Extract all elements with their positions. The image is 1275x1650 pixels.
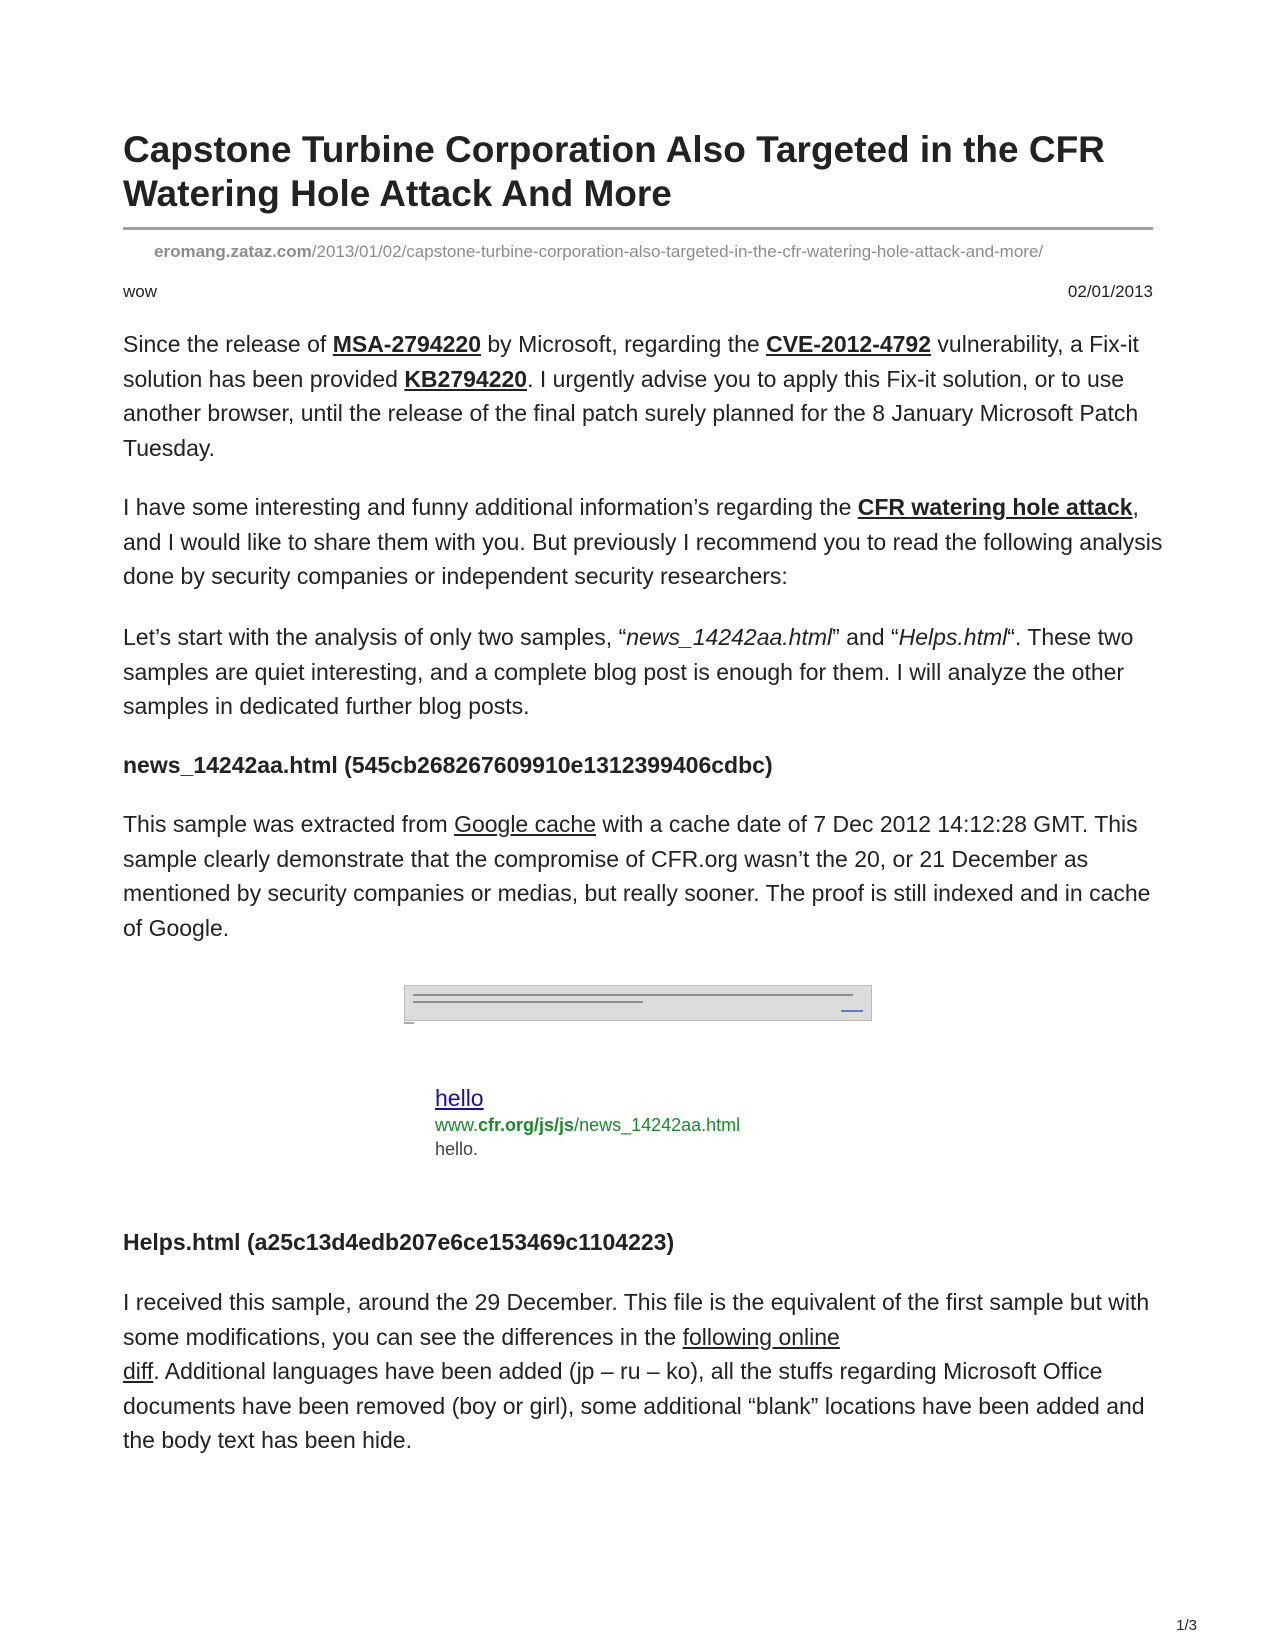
text: ” and “: [832, 624, 899, 650]
snippet-title[interactable]: hello: [435, 1085, 484, 1111]
link-msa-2794220[interactable]: MSA-2794220: [332, 331, 481, 357]
banner-link: [841, 1010, 863, 1012]
link-cve-2012-4792[interactable]: CVE-2012-4792: [766, 331, 932, 357]
text: Since the release of: [123, 331, 333, 357]
banner-text-line: [413, 994, 853, 996]
cache-page-text: [404, 1022, 414, 1024]
text: I received this sample, around the 29 December. This file is the equivalent of the first sample but with some modifications, you can see the differences in the: [123, 1289, 1150, 1350]
text: . Additional languages have been added (jp – ru – ko), all the stuffs regarding Microsoft Office documents have been removed (boy or girl), some additional “blank” locations have been added and the body text has been hide.: [123, 1358, 1145, 1453]
text: by Microsoft, regarding the: [481, 331, 767, 357]
google-cache-banner-image: [404, 985, 872, 1021]
paragraph-3: [123, 620, 1163, 724]
source-url[interactable]: [154, 241, 1154, 263]
text: with a cache date of 7 Dec 2012 14:12:28 GMT. This sample clearly demonstrate that the compromise of CFR.org wasn’t the 20, or 21 December as mentioned by security companies or medias, but really sooner. The proof is still indexed and in cache of Google.: [123, 811, 1151, 941]
url-part: www.: [435, 1115, 479, 1135]
url-part: cfr.org/js/js: [478, 1115, 575, 1135]
text: vulnerability, a Fix-it solution has been provided: [123, 331, 1139, 392]
text: . I urgently advise you to apply this Fix-it solution, or to use another browser, until the release of the final patch surely planned for the 8 January Microsoft Patch Tuesday.: [123, 365, 1139, 461]
author: wow: [123, 282, 158, 301]
paragraph-2: [123, 490, 1163, 594]
paragraph-1: [123, 327, 1163, 465]
paragraph-4: [123, 807, 1163, 945]
page-title: Capstone Turbine Corporation Also Targeted in the CFR Watering Hole Attack And More: [123, 129, 1105, 214]
search-result-snippet: [435, 1083, 740, 1161]
section-heading-helps: Helps.html (a25c13d4edb207e6ce153469c1104223): [123, 1229, 675, 1255]
source-url-domain[interactable]: eromang.zataz.com: [154, 242, 312, 261]
source-url-path[interactable]: /2013/01/02/capstone-turbine-corporation-also-targeted-in-the-cfr-watering-hole-attack-and-more/: [311, 242, 1044, 261]
publish-date: 02/01/2013: [1067, 282, 1153, 301]
text: This sample was extracted from: [123, 811, 455, 837]
title-divider: [123, 227, 1153, 230]
banner-text-line: [413, 1001, 643, 1003]
snippet-description: hello.: [435, 1139, 479, 1159]
page-number: 1/3: [1176, 1617, 1197, 1634]
text: I have some interesting and funny additional information’s regarding the: [123, 494, 858, 520]
sample-name: Helps.html: [898, 624, 1008, 650]
sample-name: news_14242aa.html: [626, 624, 833, 650]
link-kb2794220[interactable]: KB2794220: [404, 365, 528, 392]
paragraph-5: [123, 1285, 1163, 1458]
text: , and I would like to share them with you. But previously I recommend you to read the following analysis done by security companies or independent security researchers:: [123, 494, 1163, 589]
link-cfr-watering-hole-attack[interactable]: CFR watering hole attack: [857, 494, 1133, 520]
url-part: /news_14242aa.html: [574, 1115, 741, 1135]
link-text[interactable]: following online: [682, 1323, 840, 1350]
text: Let’s start with the analysis of only two samples, “: [123, 624, 627, 650]
text: “. These two samples are quiet interesting, and a complete blog post is enough for them. I will analyze the other samples in dedicated further blog posts.: [123, 624, 1134, 719]
snippet-url: [435, 1113, 740, 1137]
link-google-cache[interactable]: Google cache: [454, 811, 596, 837]
section-heading-news: news_14242aa.html (545cb268267609910e1312399406cdbc): [123, 752, 773, 778]
link-text[interactable]: diff: [123, 1358, 154, 1384]
